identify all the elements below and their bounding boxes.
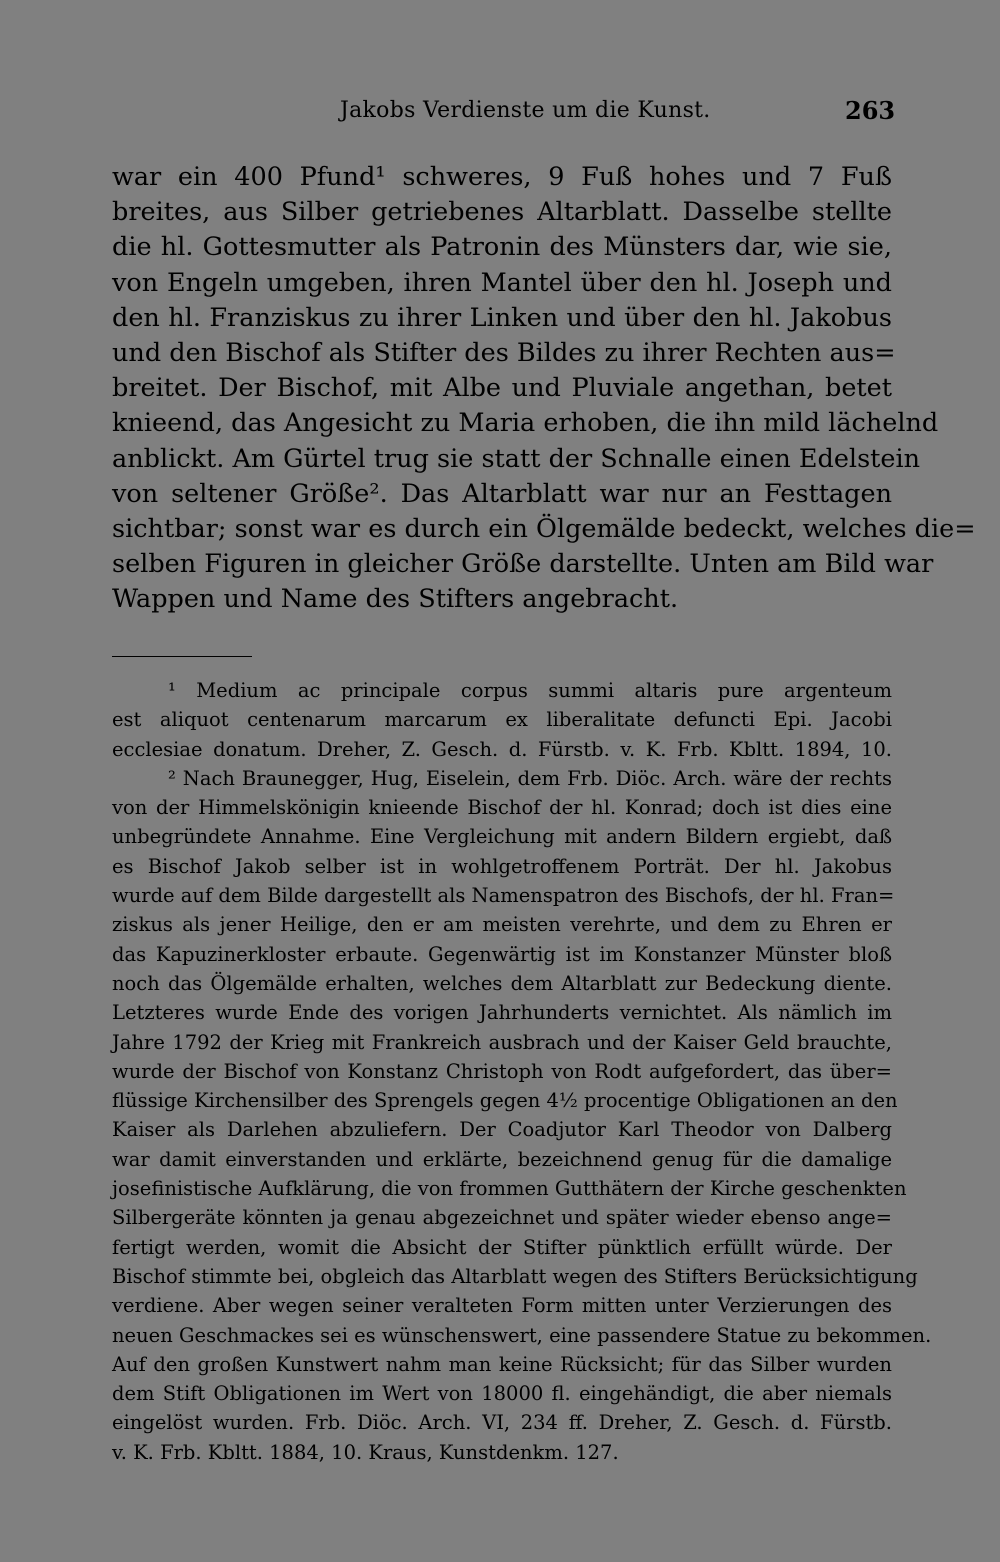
footnote-line: ziskus als jener Heilige, den er am meisten verehrte, und dem zu Ehren er (112, 913, 892, 937)
footnote-line: fertigt werden, womit die Absicht der Stifter pünktlich erfüllt würde. Der (112, 1235, 892, 1259)
footnote-1 (112, 676, 892, 764)
footnote-line: Letzteres wurde Ende des vorigen Jahrhunderts vernichtet. Als nämlich im (112, 1001, 892, 1025)
body-line: von Engeln umgeben, ihren Mantel über den hl. Joseph und (112, 267, 892, 298)
footnote-line: ² Nach Braunegger, Hug, Eiselein, dem Frb. Diöc. Arch. wäre der rechts (168, 766, 892, 790)
footnote-line: josefinistische Aufklärung, die von frommen Gutthätern der Kirche geschenkten (112, 1177, 907, 1201)
footnote-line: war damit einverstanden und erklärte, bezeichnend genug für die damalige (112, 1147, 892, 1171)
running-title: Jakobs Verdienste um die Kunst. (340, 98, 711, 123)
footnote-line: Bischof stimmte bei, obgleich das Altarblatt wegen des Stifters Berücksichtigung (112, 1264, 918, 1288)
footnote-line: eingelöst wurden. Frb. Diöc. Arch. VI, 234 ff. Dreher, Z. Gesch. d. Fürstb. (112, 1411, 892, 1435)
body-line: die hl. Gottesmutter als Patronin des Münsters dar, wie sie, (112, 232, 892, 263)
footnote-line: ¹ Medium ac principale corpus summi altaris pure argenteum (168, 679, 892, 702)
footnote-line: Jahre 1792 der Krieg mit Frankreich ausbrach und der Kaiser Geld brauchte, (112, 1030, 892, 1054)
footnote-line: wurde der Bischof von Konstanz Christoph von Rodt aufgefordert, das über= (112, 1059, 892, 1083)
footnote-line: flüssige Kirchensilber des Sprengels gegen 4½ procentige Obligationen an den (112, 1089, 898, 1113)
footnote-separator (112, 656, 252, 657)
body-line: war ein 400 Pfund¹ schweres, 9 Fuß hohes und 7 Fuß (112, 162, 892, 192)
body-line: breitet. Der Bischof, mit Albe und Pluviale angethan, betet (112, 373, 892, 404)
body-line: den hl. Franziskus zu ihrer Linken und über den hl. Jakobus (112, 302, 892, 333)
body-line: knieend, das Angesicht zu Maria erhoben, die ihn mild lächelnd (112, 408, 939, 439)
footnote-line: Silbergeräte könnten ja genau abgezeichnet und später wieder ebenso ange= (112, 1206, 892, 1230)
footnote-line: est aliquot centenarum marcarum ex liberalitate defuncti Epi. Jacobi (112, 708, 892, 732)
body-line: breites, aus Silber getriebenes Altarblatt. Dasselbe stellte (112, 197, 892, 228)
page-number: 263 (845, 96, 896, 125)
footnote-line: Auf den großen Kunstwert nahm man keine Rücksicht; für das Silber wurden (112, 1352, 892, 1376)
footnote-line: es Bischof Jakob selber ist in wohlgetroffenem Porträt. Der hl. Jakobus (112, 854, 892, 878)
footnote-line: ecclesiae donatum. Dreher, Z. Gesch. d. Fürstb. v. K. Frb. Kbltt. 1894, 10. (112, 737, 892, 761)
footnote-line: v. K. Frb. Kbltt. 1884, 10. Kraus, Kunstdenkm. 127. (112, 1440, 619, 1464)
footnote-line: wurde auf dem Bilde dargestellt als Namenspatron des Bischofs, der hl. Fran= (112, 884, 895, 908)
body-line: von seltener Größe². Das Altarblatt war nur an Festtagen (112, 478, 892, 509)
footnote-line: dem Stift Obligationen im Wert von 18000 fl. eingehändigt, die aber niemals (112, 1382, 892, 1406)
footnote-line: das Kapuzinerkloster erbaute. Gegenwärtig ist im Konstanzer Münster bloß (112, 942, 892, 966)
footnote-line: noch das Ölgemälde erhalten, welches dem Altarblatt zur Bedeckung diente. (112, 971, 892, 995)
footnotes (112, 676, 932, 1467)
body-line: Wappen und Name des Stifters angebracht. (112, 584, 679, 615)
body-line: sichtbar; sonst war es durch ein Ölgemälde bedeckt, welches die= (112, 514, 976, 545)
footnote-line: verdiene. Aber wegen seiner veralteten Form mitten unter Verzierungen des (112, 1294, 892, 1318)
footnote-2 (112, 764, 932, 1467)
body-text (112, 160, 976, 618)
footnote-line: unbegründete Annahme. Eine Vergleichung mit andern Bildern ergiebt, daß (112, 825, 892, 849)
body-line: anblickt. Am Gürtel trug sie statt der Schnalle einen Edelstein (112, 443, 921, 474)
body-line: und den Bischof als Stifter des Bildes zu ihrer Rechten aus= (112, 338, 896, 369)
footnote-line: neuen Geschmackes sei es wünschenswert, eine passendere Statue zu bekommen. (112, 1323, 932, 1347)
body-line: selben Figuren in gleicher Größe darstellte. Unten am Bild war (112, 549, 934, 580)
footnote-line: von der Himmelskönigin knieende Bischof der hl. Konrad; doch ist dies eine (112, 796, 892, 820)
footnote-line: Kaiser als Darlehen abzuliefern. Der Coadjutor Karl Theodor von Dalberg (112, 1118, 892, 1142)
